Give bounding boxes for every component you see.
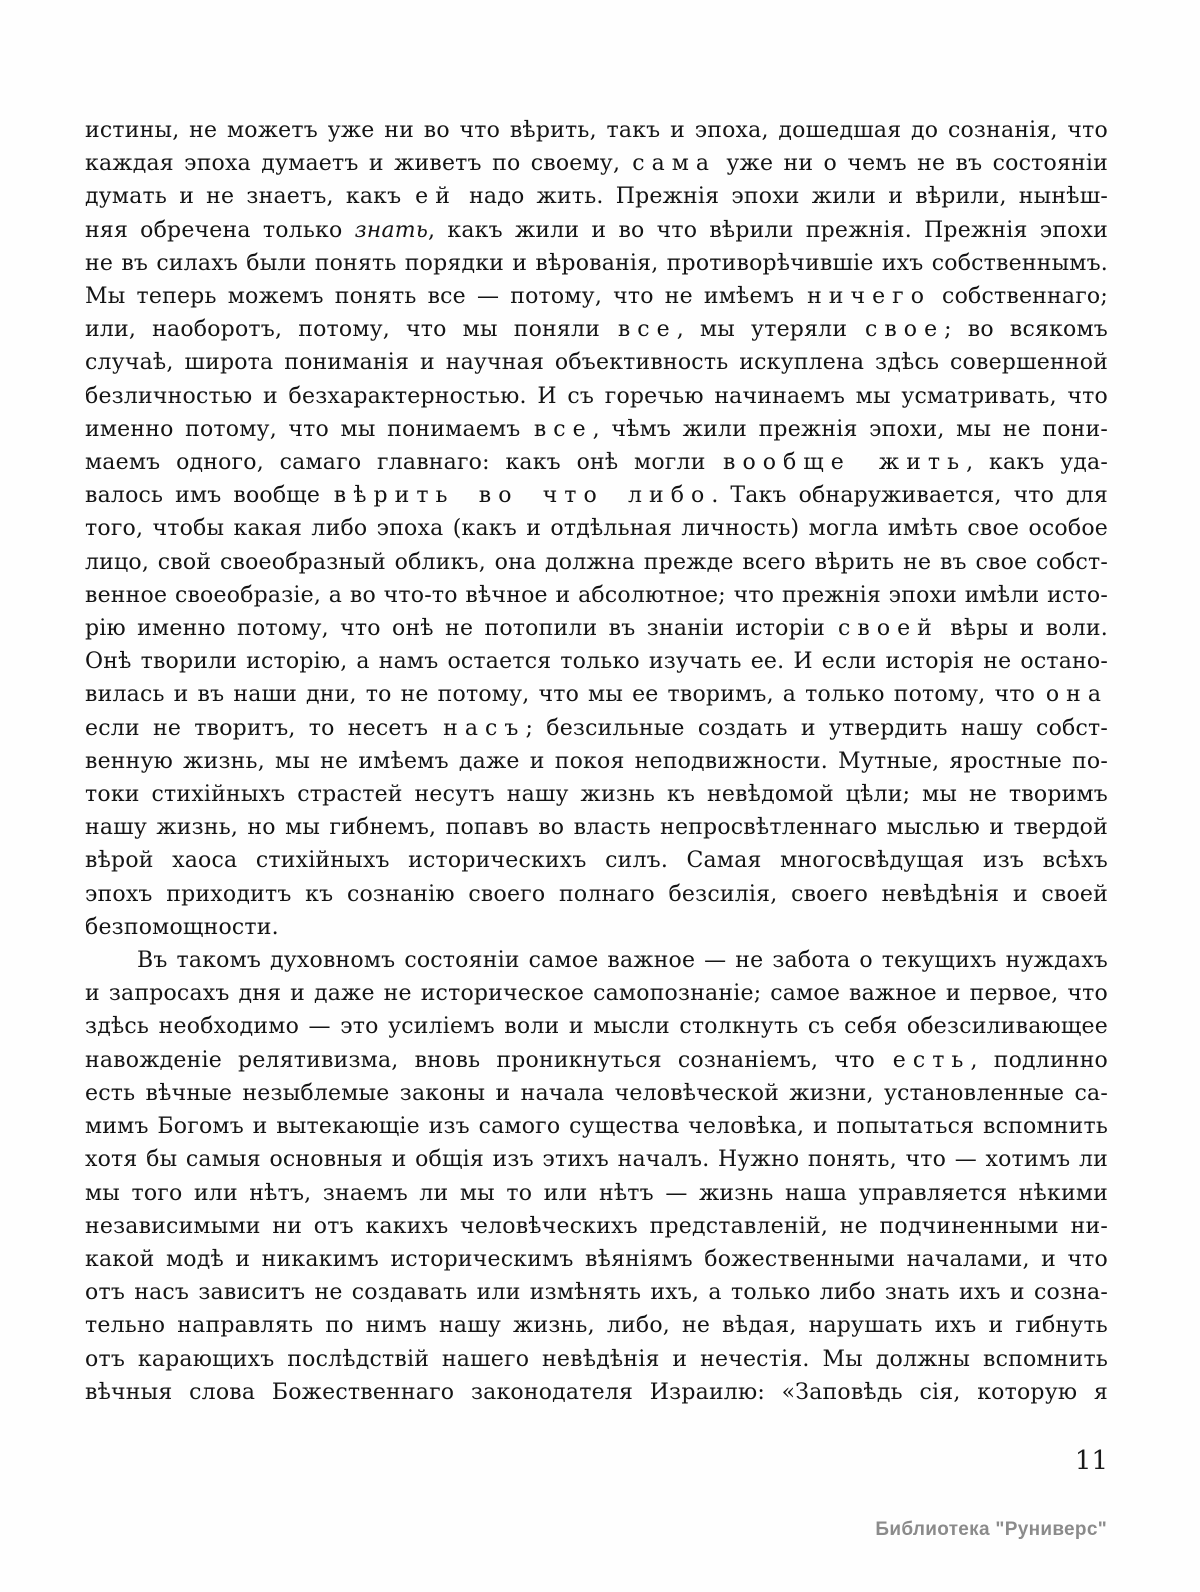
text-segment: безпомощности.: [85, 914, 279, 940]
text-segment: именно потому, что мы понимаемъ: [85, 416, 533, 442]
text-line: [85, 811, 1108, 844]
text-segment: думать и не знаетъ, какъ: [85, 184, 414, 210]
text-segment: навожденіе релятивизма, вновь проникнуться сознаніемъ, что: [85, 1047, 892, 1073]
text-segment: если не творитъ, то несетъ: [85, 715, 442, 741]
text-line: [85, 745, 1108, 778]
text-segment: есть вѣчные незыблемые законы и начала человѣческой жизни, установленные са-: [85, 1080, 1108, 1106]
emphasized-text: она: [1045, 682, 1108, 708]
text-segment: венную жизнь, мы не имѣемъ даже и покоя неподвижности. Мутные, яростные по-: [85, 748, 1108, 774]
text-segment: , какъ уда-: [966, 450, 1108, 476]
text-line: [85, 413, 1108, 446]
text-line: [85, 1110, 1108, 1143]
text-segment: маемъ одного, самаго главнаго: какъ онѣ могли: [85, 450, 722, 476]
text-segment: того, чтобы какая либо эпоха (какъ и отдѣльная личность) могла имѣть свое особое: [85, 516, 1108, 542]
text-segment: токи стихійныхъ страстей несутъ нашу жизнь къ невѣдомой цѣли; мы не творимъ: [85, 782, 1108, 808]
text-line: [85, 1010, 1108, 1043]
text-segment: , какъ жили и во что вѣрили прежнія. Прежнія эпохи: [428, 217, 1109, 243]
text-line: [85, 1309, 1108, 1342]
text-segment: независимыми ни отъ какихъ человѣческихъ представленій, не подчиненными ни-: [85, 1213, 1108, 1239]
text-segment: мы того или нѣтъ, знаемъ ли мы то или нѣтъ — жизнь наша управляется нѣкими: [85, 1180, 1108, 1206]
text-line: [85, 1343, 1108, 1376]
text-line: [85, 546, 1108, 579]
emphasized-text: насъ: [443, 715, 526, 741]
text-segment: няя обречена только: [85, 217, 355, 243]
text-segment: вѣчныя слова Божественнаго законодателя Израилю: «Заповѣдь сія, которую я: [85, 1379, 1108, 1405]
text-line: [85, 878, 1108, 911]
text-segment: , чѣмъ жили прежнія эпохи, мы не пони-: [592, 416, 1109, 442]
text-segment: случаѣ, широта пониманія и научная объективность искуплена здѣсь совершенной: [85, 350, 1108, 376]
text-segment: , подлинно: [970, 1047, 1108, 1073]
text-line: [85, 280, 1108, 313]
text-segment: венное своеобразіе, а во что-то вѣчное и абсолютное; что прежнія эпохи имѣли исто-: [85, 582, 1108, 608]
text-line: [85, 1143, 1108, 1176]
emphasized-text: знать: [354, 217, 429, 243]
text-line: [85, 380, 1108, 413]
text-segment: рію именно потому, что онѣ не потопили въ знаніи исторіи: [85, 616, 837, 642]
emphasized-text: все: [617, 317, 677, 343]
text-segment: или, наоборотъ, потому, что мы поняли: [85, 317, 617, 343]
text-segment: каждая эпоха думаетъ и живетъ по своему,: [85, 151, 631, 177]
text-line: [85, 346, 1108, 379]
text-line: [85, 180, 1108, 213]
emphasized-text: сама: [632, 151, 717, 177]
text-line: [85, 114, 1108, 147]
emphasized-text: вообще жить: [723, 450, 967, 476]
emphasized-text: свое: [865, 317, 945, 343]
text-segment: ; безсильные создать и утвердить нашу собст-: [525, 715, 1108, 741]
text-line: [85, 844, 1108, 877]
text-line: [85, 1210, 1108, 1243]
text-segment: ; во всякомъ: [944, 317, 1108, 343]
text-line: [85, 778, 1108, 811]
text-line: [85, 479, 1108, 512]
text-segment: Онѣ творили исторію, а намъ остается только изучать ее. И если исторія не остано-: [85, 649, 1108, 675]
text-segment: собственнаго;: [930, 284, 1108, 310]
text-line: [85, 1044, 1108, 1077]
text-line: [85, 944, 1108, 977]
text-segment: безличностью и безхарактерностью. И съ горечью начинаемъ мы усматривать, что: [85, 383, 1108, 409]
text-segment: хотя бы самыя основныя и общія изъ этихъ началъ. Нужно понять, что — хотимъ ли: [85, 1147, 1108, 1173]
text-segment: Въ такомъ духовномъ состояніи самое важное — не забота о текущихъ нуждахъ: [137, 948, 1108, 974]
text-line: [85, 645, 1108, 678]
body-text-block: [85, 114, 1108, 1409]
text-segment: вѣрой хаоса стихійныхъ историческихъ силъ. Самая многосвѣдущая изъ всѣхъ: [85, 848, 1108, 874]
text-line: [85, 313, 1108, 346]
text-segment: отъ карающихъ послѣдствій нашего невѣдѣнія и нечестія. Мы должны вспомнить: [85, 1346, 1108, 1372]
text-line: [85, 579, 1108, 612]
text-segment: нашу жизнь, но мы гибнемъ, попавъ во власть непросвѣтленнаго мыслью и твердой: [85, 815, 1108, 841]
text-line: [85, 1276, 1108, 1309]
text-segment: Мы теперь можемъ понять все — потому, что не имѣемъ: [85, 284, 806, 310]
text-line: [85, 977, 1108, 1010]
emphasized-text: есть: [892, 1047, 971, 1073]
text-segment: и запросахъ дня и даже не историческое самопознаніе; самое важное и первое, что: [85, 981, 1108, 1007]
text-segment: здѣсь необходимо — это усиліемъ воли и мысли столкнуть съ себя обезсиливающее: [85, 1014, 1108, 1040]
text-line: [85, 712, 1108, 745]
text-segment: не въ силахъ были понять порядки и вѣрованія, противорѣчившіе ихъ собственнымъ.: [85, 250, 1108, 276]
text-segment: мимъ Богомъ и вытекающіе изъ самого существа человѣка, и попытаться вспомнить: [85, 1114, 1108, 1140]
text-segment: какой модѣ и никакимъ историческимъ вѣяніямъ божественными началами, и что: [85, 1246, 1108, 1272]
text-segment: тельно направлять по нимъ нашу жизнь, либо, не вѣдая, нарушать ихъ и гибнуть: [85, 1313, 1108, 1339]
text-line: [85, 512, 1108, 545]
text-segment: эпохъ приходитъ къ сознанію своего полнаго безсилія, своего невѣдѣнія и своей: [85, 881, 1108, 907]
text-line: [85, 612, 1108, 645]
text-segment: вѣры и воли.: [938, 616, 1108, 642]
text-segment: вилась и въ наши дни, то не потому, что мы ее творимъ, а только потому, что: [85, 682, 1045, 708]
emphasized-text: все: [533, 416, 593, 442]
text-line: [85, 1243, 1108, 1276]
text-line: [85, 1376, 1108, 1409]
emphasized-text: вѣрить во что либо: [333, 483, 712, 509]
text-line: [85, 1077, 1108, 1110]
text-line: [85, 1177, 1108, 1210]
text-segment: лицо, свой своеобразный обликъ, она должна прежде всего вѣрить не въ свое собст-: [85, 549, 1108, 575]
emphasized-text: ничего: [807, 284, 931, 310]
text-segment: , мы утеряли: [676, 317, 864, 343]
page-number: 11: [1074, 1446, 1108, 1476]
text-segment: уже ни о чемъ не въ состояніи: [716, 151, 1108, 177]
text-segment: истины, не можетъ уже ни во что вѣрить, такъ и эпоха, дошедшая до сознанія, что: [85, 118, 1108, 143]
text-line: [85, 911, 1108, 944]
text-line: [85, 678, 1108, 711]
text-line: [85, 247, 1108, 280]
text-segment: валось имъ вообще: [85, 483, 333, 509]
text-line: [85, 446, 1108, 479]
text-segment: . Такъ обнаруживается, что для: [711, 483, 1109, 509]
emphasized-text: ей: [415, 184, 457, 210]
text-line: [85, 214, 1108, 247]
text-line: [85, 147, 1108, 180]
text-segment: надо жить. Прежнія эпохи жили и вѣрили, нынѣш-: [456, 184, 1108, 210]
text-segment: отъ насъ зависитъ не создавать или измѣнять ихъ, а только либо знать ихъ и созна-: [85, 1280, 1108, 1306]
library-watermark: Библиотека "Руниверс": [875, 1519, 1107, 1540]
emphasized-text: своей: [838, 616, 939, 642]
